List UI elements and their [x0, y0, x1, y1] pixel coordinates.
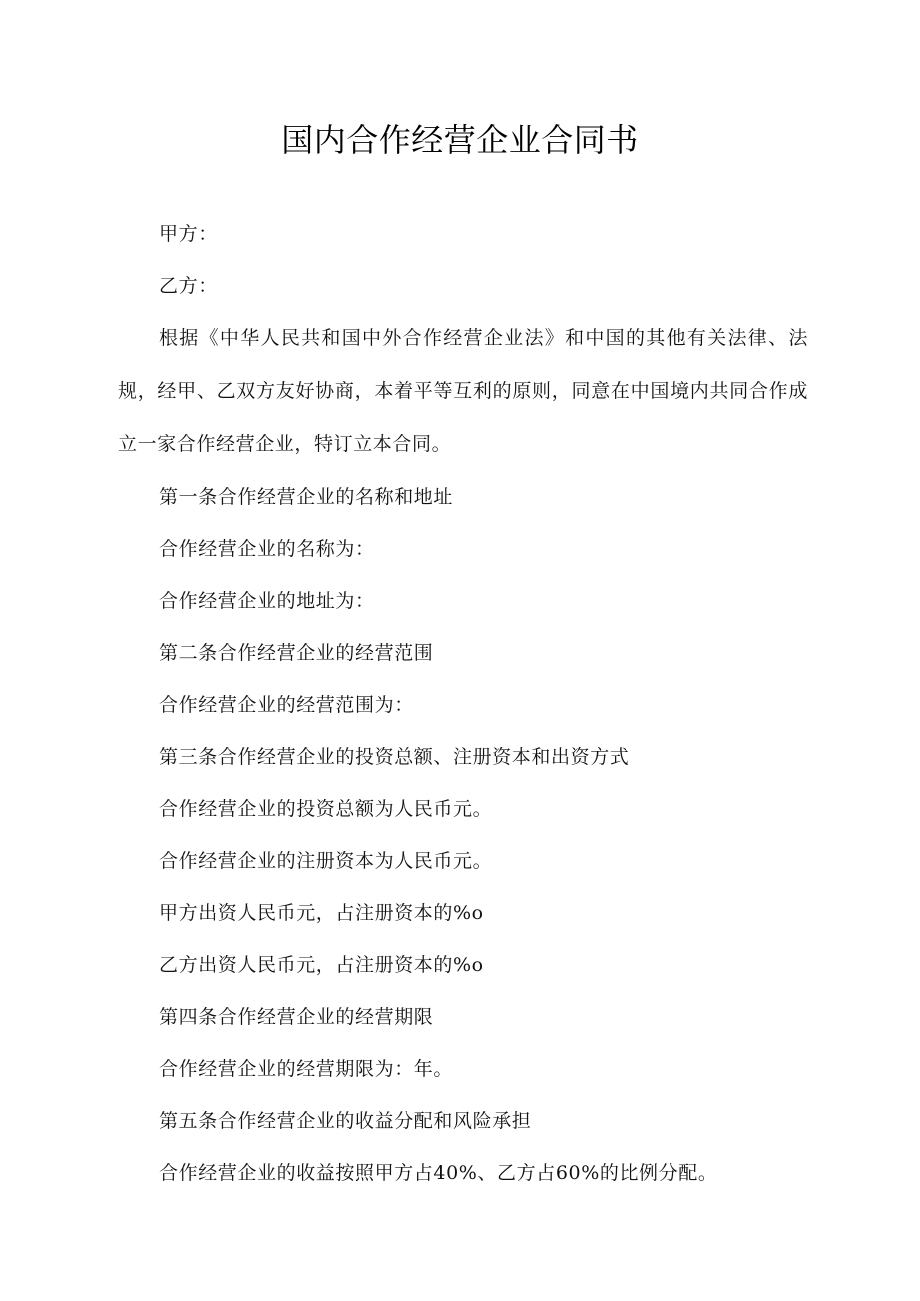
party-b-line: 乙方： — [159, 275, 218, 297]
company-name-line: 合作经营企业的名称为： — [159, 538, 375, 560]
document-body — [118, 208, 808, 1199]
operating-term-line: 合作经营企业的经营期限为：年。 — [159, 1058, 454, 1080]
party-b-contribution-line: 乙方出资人民币元，占注册资本的%o — [159, 954, 484, 976]
document-title: 国内合作经营企业合同书 — [281, 121, 639, 159]
article-2-heading: 第二条合作经营企业的经营范围 — [159, 642, 434, 664]
business-scope-line: 合作经营企业的经营范围为： — [159, 694, 414, 716]
party-a-line: 甲方： — [159, 223, 218, 245]
total-investment-line: 合作经营企业的投资总额为人民币元。 — [159, 798, 493, 820]
party-a-contribution-line: 甲方出资人民币元，占注册资本的%o — [159, 902, 484, 924]
article-1-heading: 第一条合作经营企业的名称和地址 — [159, 486, 454, 508]
article-4-heading: 第四条合作经营企业的经营期限 — [159, 1006, 434, 1028]
article-3-heading: 第三条合作经营企业的投资总额、注册资本和出资方式 — [159, 746, 630, 768]
profit-distribution-line: 合作经营企业的收益按照甲方占40%、乙方占60%的比例分配。 — [159, 1162, 718, 1184]
company-address-line: 合作经营企业的地址为： — [159, 590, 375, 612]
preamble-paragraph: 根据《中华人民共和国中外合作经营企业法》和中国的其他有关法律、法规，经甲、乙双方友好协商，本着平等互利的原则，同意在中国境内共同合作成立一家合作经营企业，特订立本合同。 — [118, 327, 808, 455]
article-5-heading: 第五条合作经营企业的收益分配和风险承担 — [159, 1110, 532, 1132]
registered-capital-line: 合作经营企业的注册资本为人民币元。 — [159, 850, 493, 872]
